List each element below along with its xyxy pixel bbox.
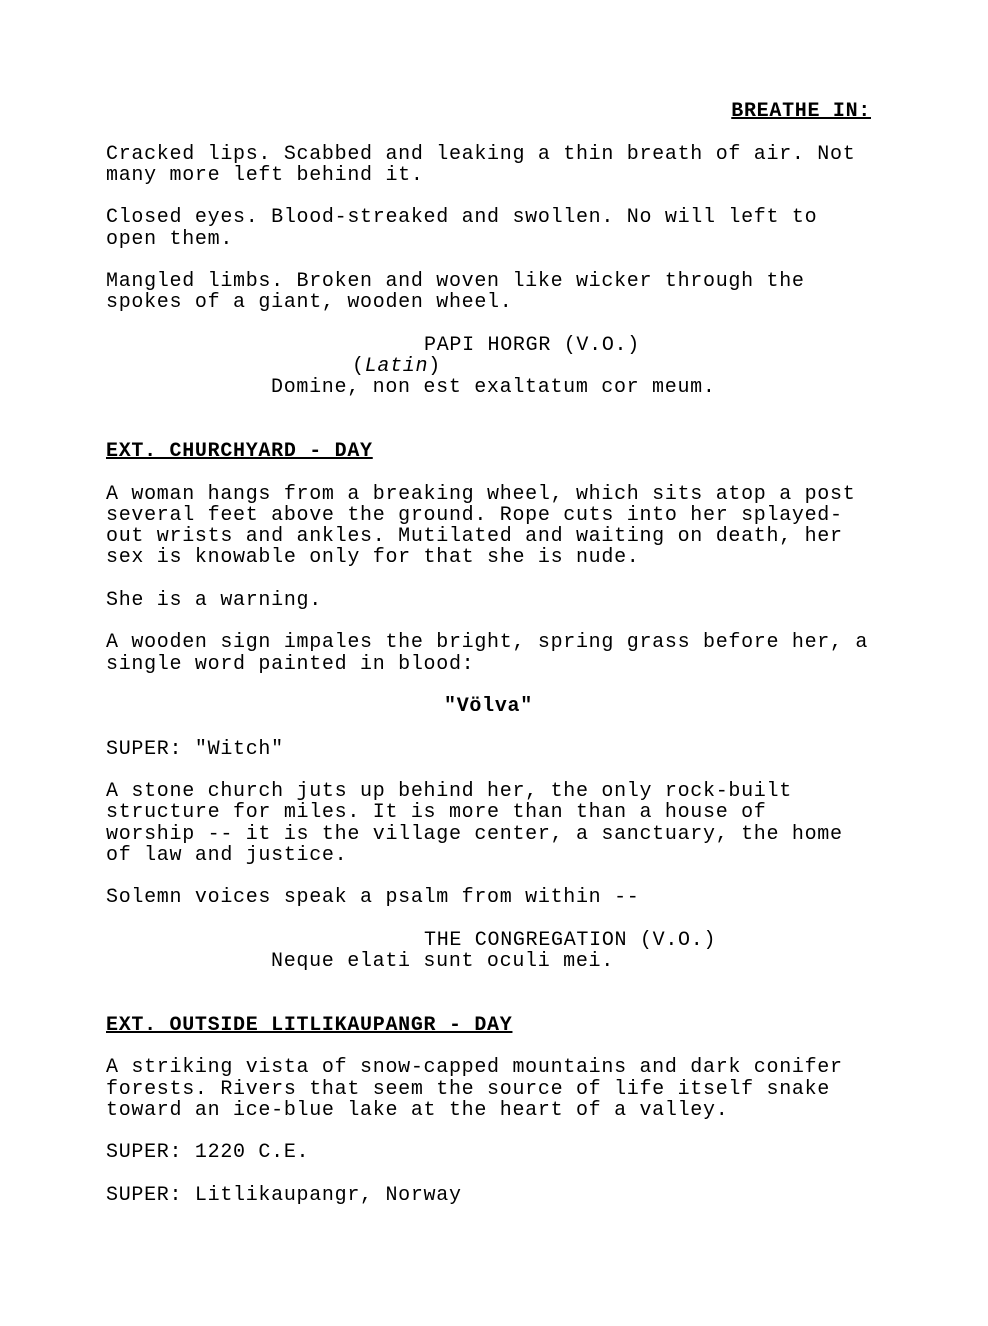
- script-line: toward an ice-blue lake at the heart of a valley.: [106, 1098, 729, 1122]
- paren-open: (: [352, 355, 365, 378]
- script-line: worship -- it is the village center, a sanctuary, the home: [106, 822, 843, 846]
- scene-heading-text: EXT. OUTSIDE LITLIKAUPANGR - DAY: [106, 1013, 513, 1037]
- script-line: forests. Rivers that seem the source of life itself snake: [106, 1077, 831, 1101]
- action: [106, 207, 871, 250]
- centered: [106, 696, 871, 717]
- script-content: [106, 101, 871, 1206]
- parenthetical-language: Latin: [364, 355, 429, 378]
- script-line: SUPER: Litlikaupangr, Norway: [106, 1183, 462, 1207]
- script-line: She is a warning.: [106, 588, 322, 612]
- script-line: Cracked lips. Scabbed and leaking a thin breath of air. Not: [106, 142, 856, 166]
- transition: [106, 101, 871, 122]
- script-line: A stone church juts up behind her, the only rock-built: [106, 780, 792, 803]
- script-line: single word painted in blood:: [106, 652, 475, 676]
- script-line: A wooden sign impales the bright, spring grass before her, a: [106, 631, 869, 655]
- script-line: PAPI HORGR (V.O.): [424, 333, 640, 357]
- script-line: [106, 1015, 871, 1036]
- script-line: THE CONGREGATION (V.O.): [424, 928, 717, 952]
- script-line: Closed eyes. Blood-streaked and swollen. No will left to: [106, 206, 818, 230]
- paren-close: ): [428, 355, 441, 378]
- script-line: spokes of a giant, wooden wheel.: [106, 291, 513, 315]
- action: [106, 887, 871, 908]
- script-line: many more left behind it.: [106, 163, 424, 187]
- script-line: Domine, non est exaltatum cor meum.: [271, 376, 716, 400]
- transition-text: BREATHE IN:: [731, 100, 871, 123]
- action: [106, 632, 871, 675]
- dialogue: [106, 951, 871, 972]
- script-line: structure for miles. It is more than than a house of: [106, 801, 767, 825]
- script-line: Neque elati sunt oculi mei.: [271, 950, 614, 973]
- script-line: A striking vista of snow-capped mountains and dark conifer: [106, 1056, 843, 1080]
- action: [106, 1142, 871, 1163]
- action: [106, 590, 871, 611]
- script-line: several feet above the ground. Rope cuts into her splayed-: [106, 503, 843, 527]
- script-line: [352, 356, 871, 377]
- script-line: SUPER: "Witch": [106, 737, 284, 761]
- script-line: of law and justice.: [106, 843, 348, 867]
- action: [106, 484, 871, 569]
- character: [106, 930, 871, 951]
- action: [106, 1057, 871, 1121]
- script-line: Solemn voices speak a psalm from within --: [106, 886, 640, 910]
- script-line: A woman hangs from a breaking wheel, which sits atop a post: [106, 482, 856, 506]
- script-line: SUPER: 1220 C.E.: [106, 1141, 310, 1165]
- script-line: [106, 101, 871, 122]
- scene-heading: [106, 441, 871, 462]
- scene-heading: [106, 1015, 871, 1036]
- parenthetical: [106, 356, 871, 377]
- dialogue: [106, 377, 871, 398]
- script-line: out wrists and ankles. Mutilated and waiting on death, her: [106, 525, 843, 548]
- action: [106, 1185, 871, 1206]
- action: [106, 781, 871, 866]
- action: [106, 144, 871, 187]
- action: [106, 739, 871, 760]
- script-line: open them.: [106, 227, 234, 251]
- character: [106, 335, 871, 356]
- scene-heading-text: EXT. CHURCHYARD - DAY: [106, 440, 373, 463]
- script-line: "Völva": [444, 695, 533, 718]
- script-line: [106, 441, 871, 462]
- script-line: Mangled limbs. Broken and woven like wicker through the: [106, 270, 805, 293]
- action: [106, 271, 871, 314]
- script-line: sex is knowable only for that she is nude.: [106, 546, 640, 570]
